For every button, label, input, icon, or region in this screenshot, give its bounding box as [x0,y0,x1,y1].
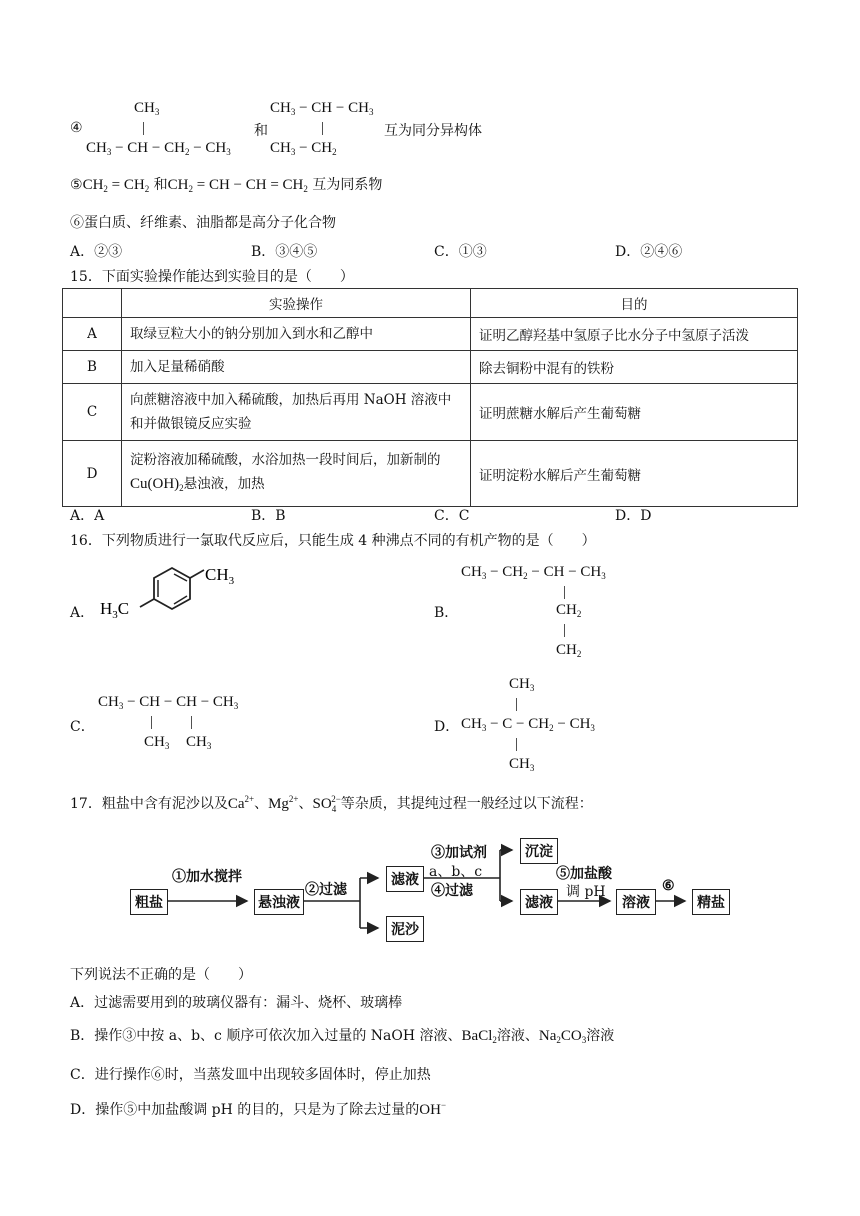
q16-option-d-label[interactable]: D． [434,719,460,735]
flow-step5-ph: 调 pH [566,884,606,900]
row-label: A [63,318,122,351]
table-row [63,441,798,507]
q17-stem-sep2: 、 [298,796,313,812]
flow-step3-label: ③加试剂 [431,845,487,861]
q16-structure-d: $CH_3$ | $CH_3 - C - CH_2 - CH_3$ | $CH_3$ [461,676,595,773]
row-operation: 淀粉溶液加稀硫酸，水浴加热一段时间后，加新制的$Cu(OH)_2$悬浊液，加热 [122,441,471,507]
q16-structure-b: $CH_3 - CH_2$ − CH − $CH_3$ | $CH_2$ | $CH_2$ [461,564,606,659]
row-operation-part2: 悬浊液，加热 [183,475,265,492]
q14-item4-and: 和 [254,123,268,139]
flow-box-sediment: 泥沙 [386,916,424,942]
q14-item4-label: ④ [70,120,83,136]
table-header-empty [63,289,122,318]
q16-stem: 16．下列物质进行一氯取代反应后，只能生成 4 种沸点不同的有机产物的是（ ） [70,533,596,549]
flow-box-refined-salt: 精盐 [692,889,730,915]
table-header-goal: 目的 [471,289,798,318]
q14-item5-and: 和 [153,177,168,193]
table-header-row [63,289,798,318]
flow-box-filtrate-2: 滤液 [520,889,558,915]
q17-option-b[interactable]: B．操作③中按 a、b、c 顺序可依次加入过量的 NaOH 溶液、BaCl$_2$溶液、$Na_2CO_3$溶液 [70,1028,615,1045]
flow-step1-label: ①加水搅拌 [172,869,242,885]
flow-step4-label: ④过滤 [431,883,473,899]
row-operation: 向蔗糖溶液中加入稀硫酸，加热后再用 NaOH 溶液中和并做银镜反应实验 [122,384,471,441]
q14-structure-1: $CH_3$ | $CH_3$ − CH − $CH_2 - CH_3$ [86,100,231,157]
row-goal: 除去铜粉中混有的铁粉 [471,351,798,384]
q14-item5-tail: 互为同系物 [312,177,383,193]
table-row [63,351,798,384]
flow-step6-label: ⑥ [662,878,675,894]
svg-text:CH3: $CH_3$ [205,565,235,587]
row-label: C [63,384,122,441]
q15-option-c[interactable]: C．C [434,508,470,524]
flow-arrows [0,830,860,950]
q14-item6: ⑥蛋白质、纤维素、油脂都是高分子化合物 [70,215,336,231]
q14-structure-2: $CH_3$ − CH − $CH_3$ | $CH_3 - CH_2$ [270,100,374,157]
table-row [63,318,798,351]
q15-stem: 15．下面实验操作能达到实验目的是（ ） [70,269,354,285]
q17-stem-sep1: 、 [254,796,269,812]
q17-stem-start: 17．粗盐中含有泥沙以及 [70,796,228,812]
q14-item5-label: ⑤ [70,177,83,193]
flow-box-crude-salt: 粗盐 [130,889,168,915]
q17-question: 下列说法不正确的是（ ） [70,967,252,983]
q17-option-d[interactable]: D．操作⑤中加盐酸调 pH 的目的，只是为了除去过量的OH− [70,1100,447,1118]
row-label: D [63,441,122,507]
flow-step2-label: ②过滤 [305,882,347,898]
q17-option-c[interactable]: C．进行操作⑥时，当蒸发皿中出现较多固体时，停止加热 [70,1067,431,1083]
q17-option-a[interactable]: A．过滤需要用到的玻璃仪器有：漏斗、烧杯、玻璃棒 [70,995,403,1011]
flow-box-filtrate-1: 滤液 [386,866,424,892]
q17-option-b-tail: 溶液 [586,1028,615,1044]
q16-option-b-label[interactable]: B． [434,605,459,621]
row-goal: 证明乙醇羟基中氢原子比水分子中氢原子活泼 [471,318,798,351]
q14-item5: $⑤CH_2 = CH_2$ 和$CH_2$ = CH − CH = $CH_2$ 互为同系物 [70,177,383,194]
q16-option-a-label[interactable]: A． [70,605,95,621]
q17-option-d-text: D．操作⑤中加盐酸调 pH 的目的，只是为了除去过量的 [70,1102,420,1118]
row-operation: 加入足量稀硝酸 [122,351,471,384]
flow-box-suspension: 悬浊液 [254,889,304,915]
q15-table [62,288,798,507]
q15-option-d[interactable]: D．D [615,508,652,524]
q15-option-a[interactable]: A．A [70,508,105,524]
row-goal: 证明蔗糖水解后产生葡萄糖 [471,384,798,441]
row-label: B [63,351,122,384]
svg-text:H3C: $H_3C$ [100,599,130,621]
row-goal: 证明淀粉水解后产生葡萄糖 [471,441,798,507]
q17-stem: 17．粗盐中含有泥沙以及$Ca^{2+}$、$Mg^{2+}$、$SO_4^{2-}$等杂质，其提纯过程一般经过以下流程： [70,794,593,814]
q14-item4-tail: 互为同分异构体 [384,123,482,139]
q16-option-c-label[interactable]: C． [70,719,95,735]
q17-option-b-start: B．操作③中按 a、b、c 顺序可依次加入过量的 NaOH 溶液、 [70,1028,462,1044]
row-operation-part1: 淀粉溶液加稀硫酸，水浴加热一段时间后，加新制的 [130,451,441,468]
flow-step3-reagents: a、b、c [429,864,483,880]
q14-option-b[interactable]: B．③④⑤ [251,244,318,260]
q15-option-b[interactable]: B．B [251,508,286,524]
q14-option-d[interactable]: D．②④⑥ [615,244,683,260]
flow-step5-label: ⑤加盐酸 [556,866,612,882]
row-operation: 取绿豆粒大小的钠分别加入到水和乙醇中 [122,318,471,351]
flow-box-solution: 溶液 [616,889,656,915]
q14-option-a[interactable]: A．②③ [70,244,123,260]
table-header-operation: 实验操作 [122,289,471,318]
q17-option-b-mid: 溶液、 [496,1028,539,1044]
q14-option-c[interactable]: C．①③ [434,244,487,260]
q16-structure-c: $CH_3$ − CH − CH − $CH_3$ | | $CH_3$ $CH_3$ [98,694,239,751]
q17-stem-tail: 等杂质，其提纯过程一般经过以下流程： [340,796,593,812]
flow-box-precipitate: 沉淀 [520,838,558,864]
table-row [63,384,798,441]
p-xylene-structure [98,562,248,626]
